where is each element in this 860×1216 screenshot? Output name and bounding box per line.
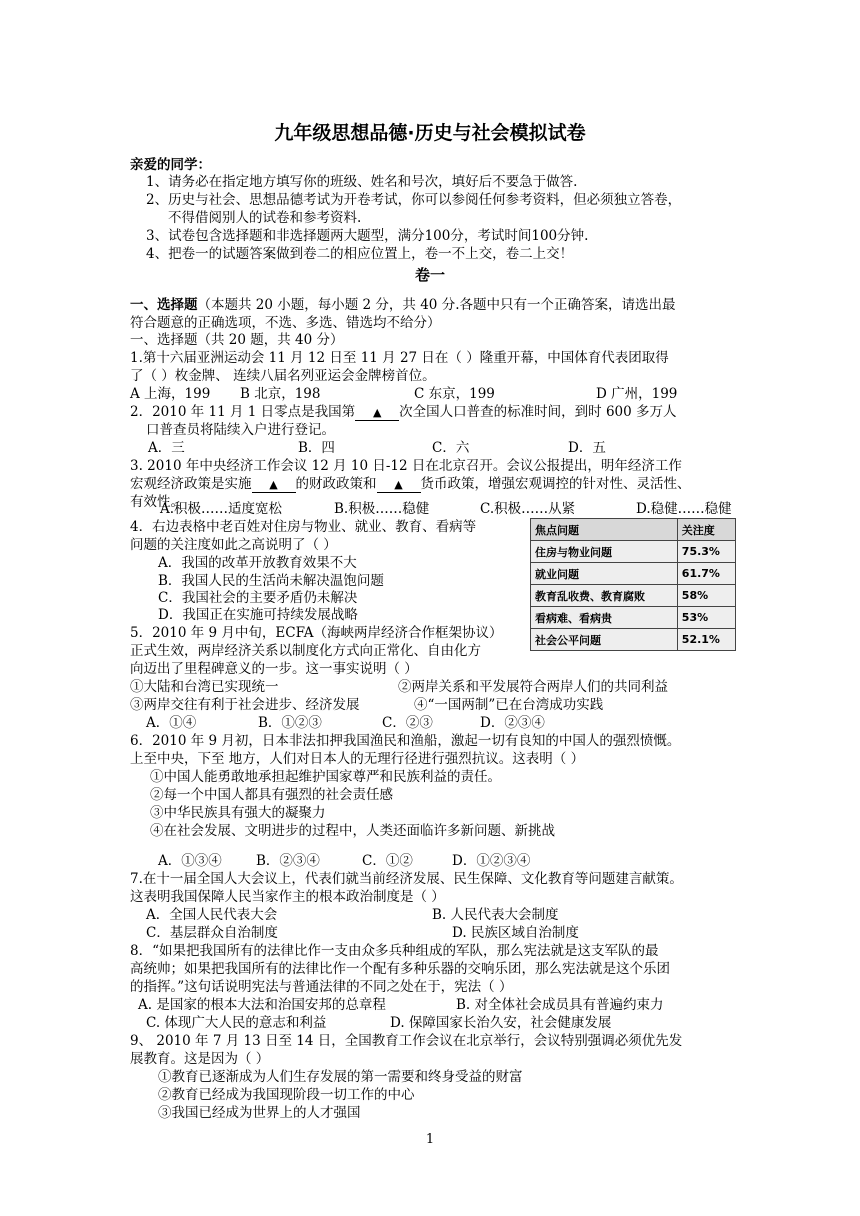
question-3-text-end: 有效性。 — [130, 494, 184, 510]
q3-text-part2: 的财政政策和 — [295, 476, 377, 492]
q7-option-d: D. 民族区域自治制度 — [452, 925, 579, 941]
table-cell-issue: 住房与物业问题 — [531, 541, 678, 563]
section-heading: 一、选择题 — [130, 297, 198, 313]
table-cell-percent: 75.3% — [677, 541, 735, 563]
q7-option-c: C．基层群众自治制度 — [146, 925, 278, 941]
q1-option-b: B 北京，198 — [240, 386, 321, 402]
table-header-row — [531, 519, 736, 541]
q6-statement-4: ④在社会发展、文明进步的过程中，人类还面临许多新问题、新挑战 — [150, 823, 555, 839]
q8-option-b: B. 对全体社会成员具有普遍约束力 — [456, 997, 664, 1013]
question-4-text-cont: 问题的关注度如此之高说明了（ ） — [130, 537, 337, 553]
q9-statement-2: ②教育已经成为我国现阶段一切工作的中心 — [158, 1087, 415, 1103]
q5-option-d: D．②③④ — [480, 715, 545, 731]
q7-option-b: B. 人民代表大会制度 — [432, 907, 559, 923]
q5-statement-1: ①大陆和台湾已实现统一 — [130, 679, 279, 695]
answer-blank: ▲ — [377, 478, 421, 493]
instruction-1: 1、请务必在指定地方填写你的班级、姓名和号次，填好后不要急于做答. — [146, 174, 578, 190]
answer-blank: ▲ — [355, 406, 399, 421]
table-row — [531, 585, 736, 607]
q1-option-a: A 上海，199 — [130, 386, 211, 402]
q1-option-d: D 广州，199 — [596, 386, 678, 402]
table-cell-issue: 就业问题 — [531, 563, 678, 585]
question-4-text: 4．右边表格中老百姓对住房与物业、就业、教育、看病等 — [130, 519, 477, 535]
question-2-text-cont: 口普查员将陆续入户进行登记。 — [146, 422, 335, 438]
answer-blank: ▲ — [252, 478, 296, 493]
q6-option-a: A．①③④ — [158, 853, 222, 869]
q4-option-b: B．我国人民的生活尚未解决温饱问题 — [158, 573, 384, 589]
q5-statement-3: ③两岸交往有利于社会进步、经济发展 — [130, 697, 360, 713]
section-desc-1: （本题共 20 小题，每小题 2 分，共 40 分.各题中只有一个正确答案，请选出最 — [197, 297, 676, 313]
q2-option-a: A．三 — [148, 440, 185, 456]
q6-statement-2: ②每一个中国人都具有强烈的社会责任感 — [150, 787, 393, 803]
q1-option-c: C 东京，199 — [414, 386, 495, 402]
question-7-text: 7.在十一届全国人大会议上，代表们就当前经济发展、民生保障、文化教育等问题建言献策。 — [130, 871, 683, 887]
question-5-text-end: 向迈出了里程碑意义的一步。这一事实说明（ ） — [130, 661, 418, 677]
question-3-text-cont — [130, 475, 691, 493]
focus-issues-table — [530, 518, 736, 651]
instruction-4: 4、把卷一的试题答案做到卷二的相应位置上，卷一不上交，卷二上交！ — [146, 246, 574, 262]
q2-text-part1: 2．2010 年 11 月 1 日零点是我国第 — [130, 404, 356, 420]
volume-title: 卷一 — [414, 266, 445, 284]
question-5-text: 5．2010 年 9 月中旬，ECFA（海峡两岸经济合作框架协议） — [130, 625, 503, 641]
q9-statement-1: ①教育已逐渐成为人们生存发展的第一需要和终身受益的财富 — [158, 1069, 523, 1085]
table-cell-percent: 52.1% — [677, 629, 735, 651]
q5-option-c: C．②③ — [382, 715, 433, 731]
question-2-text — [130, 403, 677, 421]
q2-option-c: C．六 — [432, 440, 470, 456]
section-desc-2: 符合题意的正确选项，不选、多选、错选均不给分） — [130, 315, 441, 331]
table-row — [531, 563, 736, 585]
q4-option-a: A．我国的改革开放教育效果不大 — [158, 555, 357, 571]
q2-option-d: D．五 — [568, 440, 606, 456]
table-row — [531, 541, 736, 563]
question-9-text: 9、 2010 年 7 月 13 日至 14 日，全国教育工作会议在北京举行，会议特别强调必须优先发 — [130, 1033, 683, 1049]
question-5-text-cont: 正式生效，两岸经济关系以制度化方式向正常化、自由化方 — [130, 643, 481, 659]
q3-option-d: D.稳健……稳健 — [636, 501, 732, 517]
question-6-text-cont: 上至中央，下至 地方，人们对日本人的无理行径进行强烈抗议。这表明（ ） — [130, 751, 585, 767]
table-cell-issue: 社会公平问题 — [531, 629, 678, 651]
table-cell-percent: 58% — [677, 585, 735, 607]
q2-option-b: B．四 — [298, 440, 335, 456]
q3-option-b: B.积极……稳健 — [334, 501, 430, 517]
q6-option-c: C．①② — [362, 853, 413, 869]
question-3-text: 3. 2010 年中央经济工作会议 12 月 10 日-12 日在北京召开。会议公报提出，明年经济工作 — [130, 458, 682, 474]
q5-statement-2: ②两岸关系和平发展符合两岸人们的共同利益 — [398, 679, 668, 695]
q3-text-part3: 货币政策，增强宏观调控的针对性、灵活性、 — [420, 476, 691, 492]
instruction-3: 3、试卷包含选择题和非选择题两大题型，满分100分，考试时间100分钟. — [146, 228, 589, 244]
q6-option-d: D．①②③④ — [452, 853, 531, 869]
q6-statement-1: ①中国人能勇敢地承担起维护国家尊严和民族利益的责任。 — [150, 769, 501, 785]
q9-statement-3: ③我国已经成为世界上的人才强国 — [158, 1105, 361, 1121]
q3-option-a: A.积极……适度宽松 — [160, 501, 283, 517]
question-7-text-cont: 这表明我国保障人民当家作主的根本政治制度是（ ） — [130, 889, 445, 905]
exam-title: 九年级思想品德·历史与社会模拟试卷 — [274, 122, 586, 144]
q5-option-a: A．①④ — [146, 715, 197, 731]
table-row — [531, 607, 736, 629]
q8-option-a: A. 是国家的根本大法和治国安邦的总章程 — [138, 997, 386, 1013]
table-cell-percent: 61.7% — [677, 563, 735, 585]
q5-option-b: B．①②③ — [258, 715, 322, 731]
table-header-attention: 关注度 — [677, 519, 735, 541]
table-row — [531, 629, 736, 651]
instruction-2: 2、历史与社会、思想品德考试为开卷考试，你可以参阅任何参考资料，但必须独立答卷， — [146, 192, 682, 208]
q2-text-part2: 次全国人口普查的标准时间，到时 600 多万人 — [399, 404, 677, 420]
q6-option-b: B．②③④ — [256, 853, 320, 869]
instruction-2-cont: 不得借阅别人的试卷和参考资料. — [168, 210, 362, 226]
q8-option-c: C. 体现广大人民的意志和利益 — [146, 1015, 327, 1031]
question-1-text-cont: 了（ ）枚金牌、 连续八届名列亚运会金牌榜首位。 — [130, 368, 436, 384]
q8-option-d: D. 保障国家长治久安，社会健康发展 — [390, 1015, 612, 1031]
page-number: 1 — [425, 1132, 435, 1147]
table-cell-issue: 看病难、看病贵 — [531, 607, 678, 629]
section-heading-line — [130, 296, 675, 314]
q6-statement-3: ③中华民族具有强大的凝聚力 — [150, 805, 326, 821]
q4-option-c: C．我国社会的主要矛盾仍未解决 — [158, 590, 358, 606]
question-9-text-cont: 展教育。这是因为（ ） — [130, 1051, 270, 1067]
question-8-text: 8．“如果把我国所有的法律比作一支由众多兵种组成的军队，那么宪法就是这支军队的最 — [130, 943, 659, 959]
question-1-text: 1.第十六届亚洲运动会 11 月 12 日至 11 月 27 日在（ ）隆重开幕，中国体育代表团取得 — [130, 350, 669, 366]
table-cell-issue: 教育乱收费、教育腐败 — [531, 585, 678, 607]
q4-option-d: D．我国正在实施可持续发展战略 — [158, 607, 358, 623]
question-6-text: 6．2010 年 9 月初，日本非法扣押我国渔民和渔船，激起一切有良知的中国人的强烈愤慨。 — [130, 733, 681, 749]
greeting: 亲爱的同学： — [130, 157, 211, 173]
question-8-text-cont: 高统帅；如果把我国所有的法律比作一个配有多种乐器的交响乐团，那么宪法就是这个乐团 — [130, 961, 670, 977]
q5-statement-4: ④“一国两制”已在台湾成功实践 — [414, 697, 604, 713]
table-cell-percent: 53% — [677, 607, 735, 629]
question-8-text-end: 的指挥。”这句话说明宪法与普通法律的不同之处在于，宪法（ ） — [130, 979, 513, 995]
q3-text-part1: 宏观经济政策是实施 — [130, 476, 252, 492]
section-desc-3: 一、选择题（共 20 题，共 40 分） — [130, 332, 344, 348]
q3-option-c: C.积极……从紧 — [480, 501, 576, 517]
q7-option-a: A．全国人民代表大会 — [146, 907, 278, 923]
table-header-issue: 焦点问题 — [531, 519, 678, 541]
